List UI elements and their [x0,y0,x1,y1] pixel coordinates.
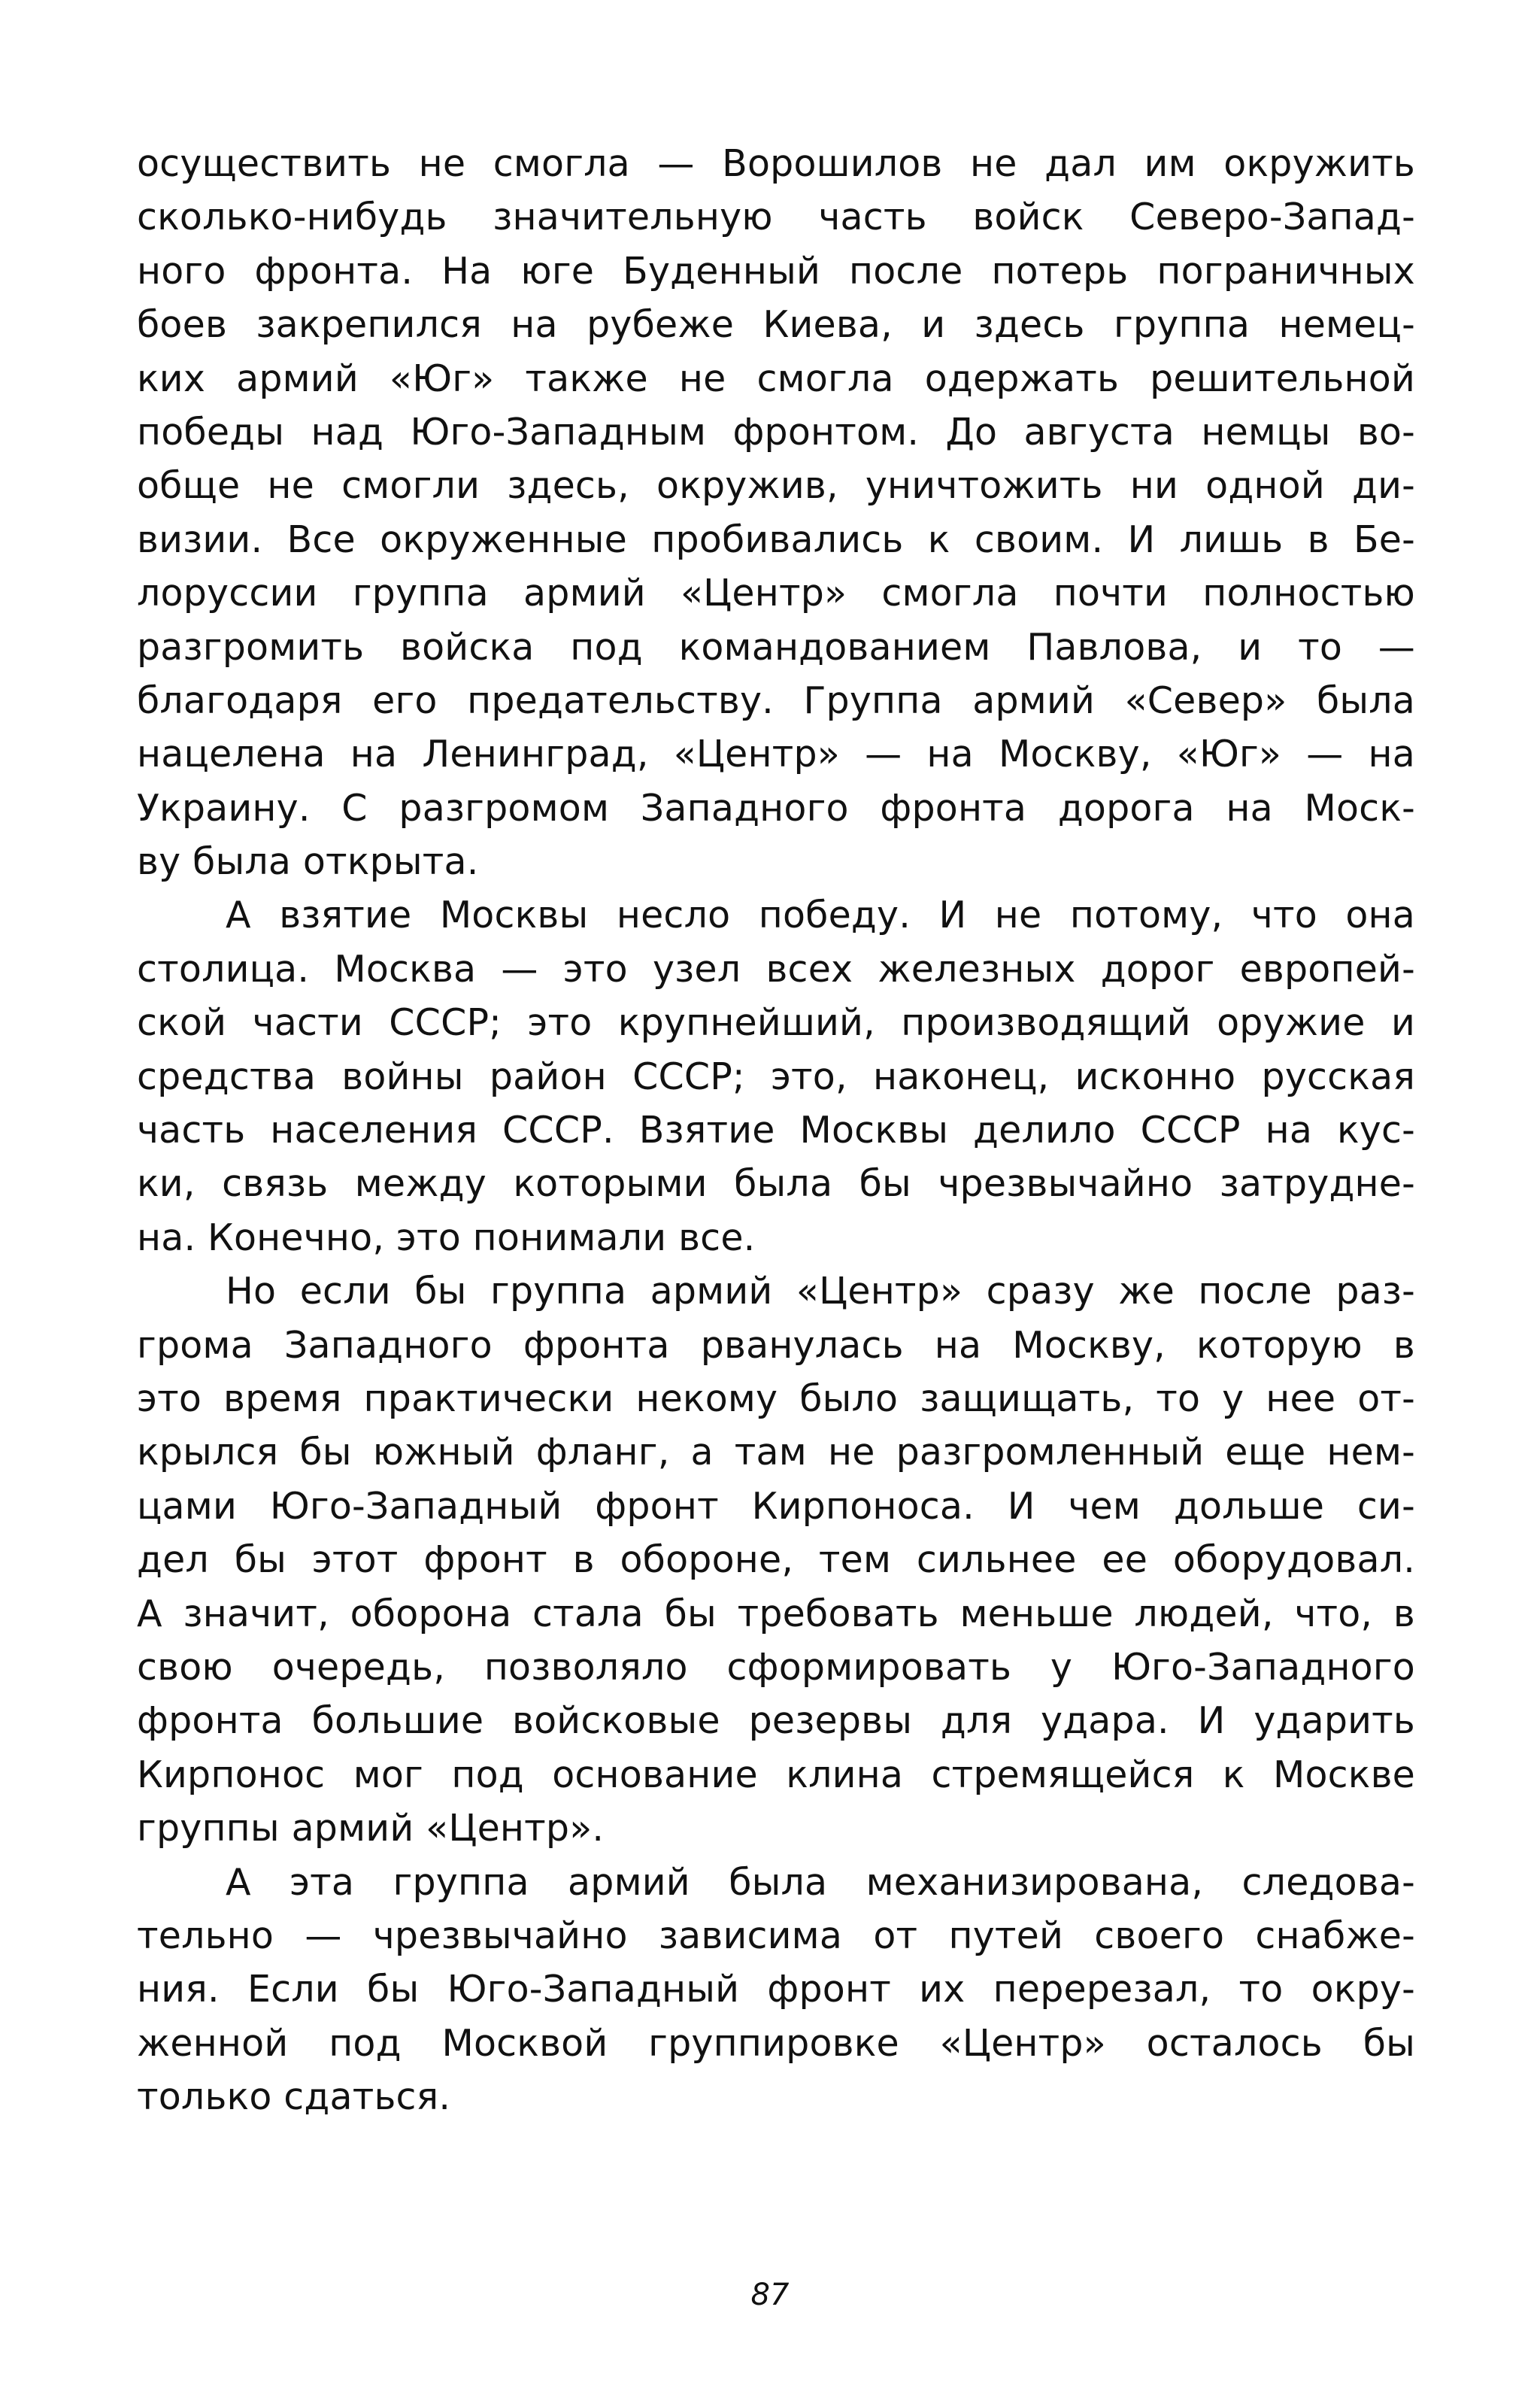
text-line: А значит, оборона стала бы требовать меньше людей, что, в [137,1592,1415,1635]
text-line: боев закрепился на рубеже Киева, и здесь группа немец- [137,303,1415,347]
text-line: лоруссии группа армий «Центр» смогла почти полностью [137,572,1415,615]
text-line: сколько-нибудь значительную часть войск Северо-Запад- [137,196,1415,239]
page-number: 87 [750,2278,790,2312]
text-line: грома Западного фронта рванулась на Москву, которую в [137,1323,1415,1367]
paragraph-3 [137,1264,1415,1855]
text-line: визии. Все окруженные пробивались к своим. И лишь в Бе- [137,518,1415,561]
text-line: разгромить войска под командованием Павлова, и то — [137,625,1415,669]
text-line: свою очередь, позволяло сформировать у Юго-Западного [137,1645,1415,1689]
text-line: фронта большие войсковые резервы для удара. И ударить [137,1699,1415,1743]
text-line: крылся бы южный фланг, а там не разгромленный еще нем- [137,1431,1415,1474]
text-line: Кирпонос мог под основание клина стремящейся к Москве [137,1753,1415,1796]
paragraph-1 [137,137,1415,888]
text-line: победы над Юго-Западным фронтом. До августа немцы во- [137,410,1415,454]
text-line: цами Юго-Западный фронт Кирпоноса. И чем дольше си- [137,1484,1415,1528]
text-line: нацелена на Ленинград, «Центр» — на Москву, «Юг» — на [137,733,1415,776]
paragraph-2 [137,888,1415,1264]
text-line: это время практически некому было защищать, то у нее от- [137,1377,1415,1420]
text-line: женной под Москвой группировке «Центр» осталось бы [137,2021,1415,2065]
text-line: средства войны район СССР; это, наконец, исконно русская [137,1055,1415,1098]
text-line: группы армий «Центр». [137,1807,605,1850]
text-line: на. Конечно, это понимали все. [137,1216,756,1259]
text-line: только сдаться. [137,2075,451,2119]
text-line: тельно — чрезвычайно зависима от путей своего снабже- [137,1914,1415,1957]
text-line: ких армий «Юг» также не смогла одержать решительной [137,357,1415,400]
text-line: Но если бы группа армий «Центр» сразу же после раз- [226,1270,1415,1313]
text-line: А эта группа армий была механизирована, следова- [226,1860,1415,1904]
text-line: ного фронта. На юге Буденный после потерь пограничных [137,249,1415,293]
text-line: ки, связь между которыми была бы чрезвычайно затрудне- [137,1162,1415,1206]
text-line: обще не смогли здесь, окружив, уничтожить ни одной ди- [137,464,1415,508]
body-text [137,137,1415,2123]
text-line: А взятие Москвы несло победу. И не потому, что она [226,894,1415,937]
paragraph-4 [137,1856,1415,2124]
text-line: дел бы этот фронт в обороне, тем сильнее ее оборудовал. [137,1538,1415,1582]
text-line: часть населения СССР. Взятие Москвы делило СССР на кус- [137,1109,1415,1152]
text-line: осуществить не смогла — Ворошилов не дал им окружить [137,142,1415,185]
text-line: благодаря его предательству. Группа армий «Север» была [137,678,1415,722]
text-line: ния. Если бы Юго-Западный фронт их перерезал, то окру- [137,1968,1415,2011]
text-line: Украину. С разгромом Западного фронта дорога на Моск- [137,786,1415,830]
text-line: ву была открыта. [137,840,479,884]
text-line: столица. Москва — это узел всех железных дорог европей- [137,947,1415,991]
text-line: ской части СССР; это крупнейший, производящий оружие и [137,1001,1415,1045]
